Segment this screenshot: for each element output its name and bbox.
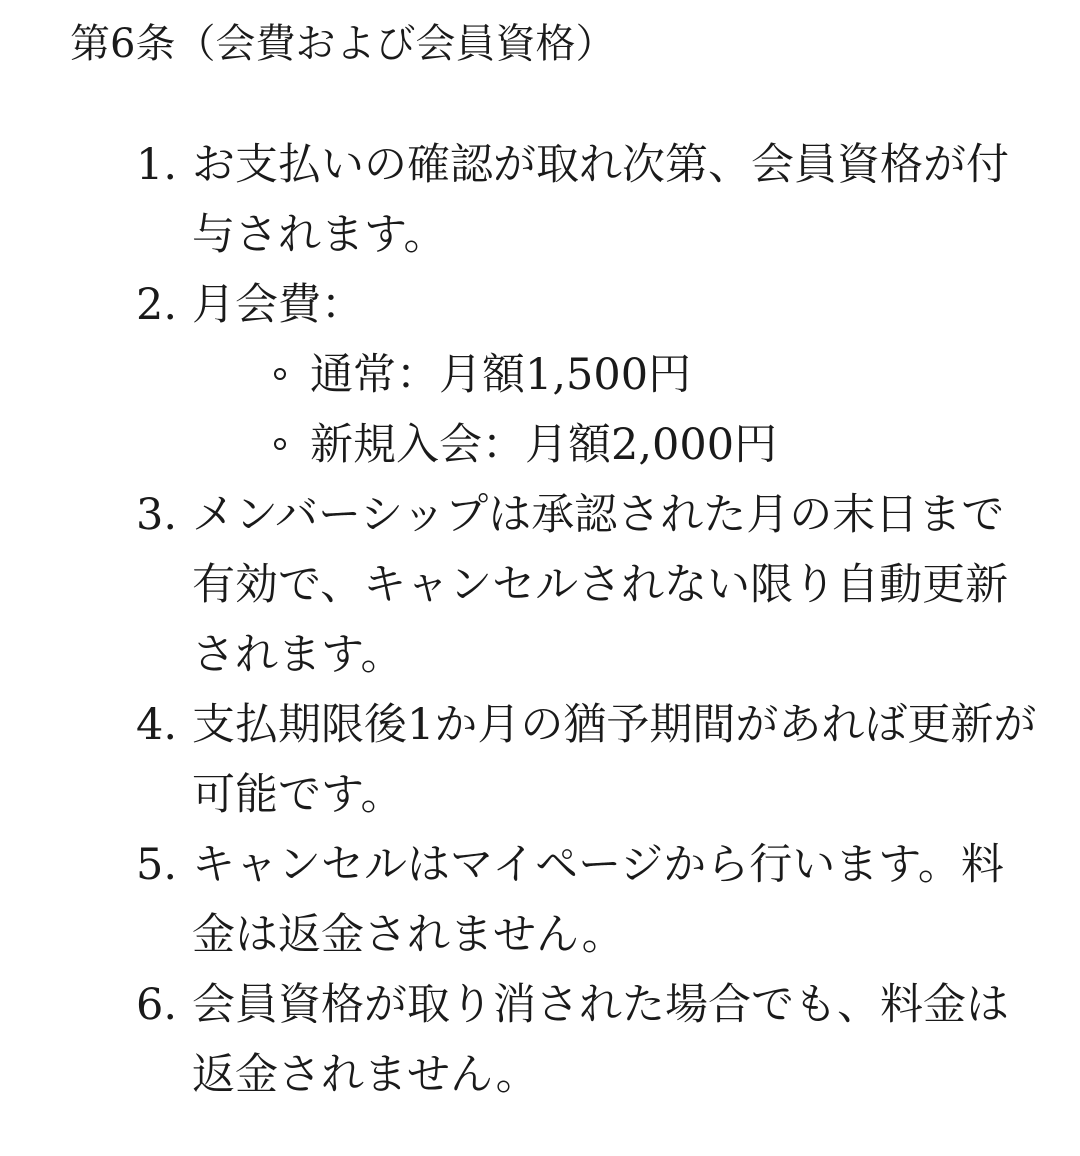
- list-number: 3.: [136, 490, 178, 540]
- rules-list: [0, 130, 1080, 1110]
- circle-bullet-icon: [274, 368, 286, 380]
- list-number: 4.: [136, 700, 178, 750]
- list-item: [0, 480, 1080, 690]
- list-item-text: 支払期限後1か月の猶予期間があれば更新が可能です。: [192, 700, 1037, 820]
- list-number: 2.: [136, 280, 178, 330]
- list-item-text: メンバーシップは承認された月の末日まで有効で、キャンセルされない限り自動更新されます。: [192, 490, 1009, 680]
- list-item: [0, 130, 1080, 270]
- list-number: 6.: [136, 980, 178, 1030]
- circle-bullet-icon: [274, 438, 286, 450]
- list-number: 1.: [136, 140, 178, 190]
- article-title: 第6条（会費および会員資格）: [70, 21, 616, 67]
- fee-sublist: [192, 340, 1040, 480]
- list-item: [0, 970, 1080, 1110]
- list-item: [0, 270, 1080, 480]
- list-item: [0, 830, 1080, 970]
- sublist-item: [192, 410, 1040, 480]
- list-item: [0, 690, 1080, 830]
- sublist-item-text: 通常：月額1,500円: [310, 350, 692, 400]
- sublist-item-text: 新規入会：月額2,000円: [310, 420, 778, 470]
- sublist-item: [192, 340, 1040, 410]
- list-item-text: キャンセルはマイページから行います。料金は返金されません。: [192, 840, 1004, 960]
- list-item-text: 会員資格が取り消された場合でも、料金は返金されません。: [192, 980, 1009, 1100]
- list-item-text: 月会費：: [192, 280, 364, 330]
- list-item-text: お支払いの確認が取れ次第、会員資格が付与されます。: [192, 140, 1009, 260]
- list-number: 5.: [136, 840, 178, 890]
